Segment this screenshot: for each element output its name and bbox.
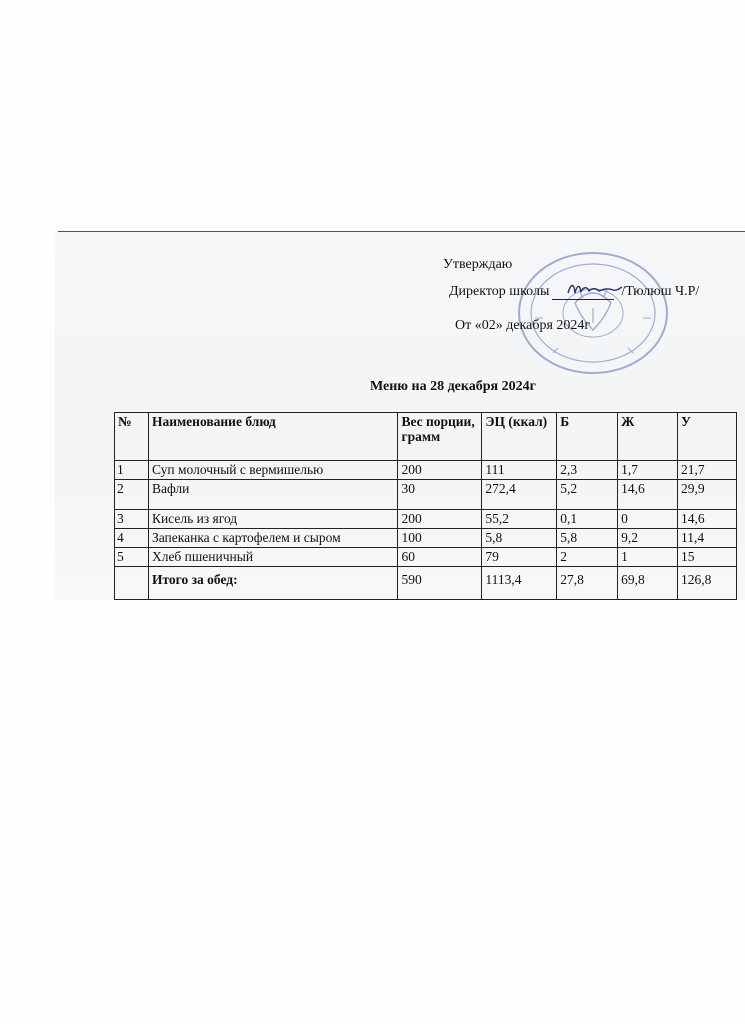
dish-fat: 1,7 — [618, 461, 678, 480]
total-row — [115, 567, 737, 600]
row-number: 2 — [115, 480, 149, 510]
total-fat: 69,8 — [618, 567, 678, 600]
row-number: 1 — [115, 461, 149, 480]
signature-line — [552, 299, 614, 300]
director-label: Директор школы — [449, 284, 550, 299]
table-row — [115, 461, 737, 480]
dish-energy: 5,8 — [482, 529, 557, 548]
dish-carbs: 14,6 — [678, 510, 737, 529]
dish-energy: 55,2 — [482, 510, 557, 529]
approval-date: От «02» декабря 2024г — [455, 318, 591, 333]
dish-protein: 5,2 — [557, 480, 618, 510]
dish-protein: 2,3 — [557, 461, 618, 480]
table-row — [115, 510, 737, 529]
table-header-row — [115, 413, 737, 461]
header-energy: ЭЦ (ккал) — [482, 413, 557, 461]
dish-name: Суп молочный с вермишелью — [148, 461, 397, 480]
dish-energy: 272,4 — [482, 480, 557, 510]
total-carbs: 126,8 — [678, 567, 737, 600]
scan-edge-line — [58, 231, 745, 232]
dish-weight: 200 — [398, 461, 482, 480]
total-energy: 1113,4 — [482, 567, 557, 600]
dish-weight: 100 — [398, 529, 482, 548]
table-row — [115, 548, 737, 567]
row-number: 4 — [115, 529, 149, 548]
header-weight: Вес порции, грамм — [398, 413, 482, 461]
dish-name: Кисель из ягод — [148, 510, 397, 529]
dish-name: Вафли — [148, 480, 397, 510]
total-weight: 590 — [398, 567, 482, 600]
menu-title: Меню на 28 декабря 2024г — [370, 379, 536, 394]
header-fat: Ж — [618, 413, 678, 461]
official-stamp-icon — [513, 248, 671, 378]
table-row — [115, 480, 737, 510]
dish-weight: 30 — [398, 480, 482, 510]
total-protein: 27,8 — [557, 567, 618, 600]
director-name: /Тюлюш Ч.Р/ — [621, 284, 700, 299]
row-number: 5 — [115, 548, 149, 567]
header-protein: Б — [557, 413, 618, 461]
dish-carbs: 29,9 — [678, 480, 737, 510]
total-label: Итого за обед: — [148, 567, 397, 600]
dish-protein: 2 — [557, 548, 618, 567]
dish-energy: 79 — [482, 548, 557, 567]
total-number-cell — [115, 567, 149, 600]
signature-icon — [565, 279, 625, 299]
dish-carbs: 21,7 — [678, 461, 737, 480]
header-number: № — [115, 413, 149, 461]
row-number: 3 — [115, 510, 149, 529]
dish-name: Запеканка с картофелем и сыром — [148, 529, 397, 548]
dish-fat: 9,2 — [618, 529, 678, 548]
dish-fat: 14,6 — [618, 480, 678, 510]
dish-fat: 0 — [618, 510, 678, 529]
dish-protein: 0,1 — [557, 510, 618, 529]
dish-weight: 200 — [398, 510, 482, 529]
header-carbs: У — [678, 413, 737, 461]
table-row — [115, 529, 737, 548]
dish-name: Хлеб пшеничный — [148, 548, 397, 567]
dish-fat: 1 — [618, 548, 678, 567]
dish-weight: 60 — [398, 548, 482, 567]
dish-carbs: 11,4 — [678, 529, 737, 548]
dish-protein: 5,8 — [557, 529, 618, 548]
dish-carbs: 15 — [678, 548, 737, 567]
approve-label: Утверждаю — [443, 257, 513, 272]
header-dish-name: Наименование блюд — [148, 413, 397, 461]
menu-table — [114, 412, 737, 600]
dish-energy: 111 — [482, 461, 557, 480]
